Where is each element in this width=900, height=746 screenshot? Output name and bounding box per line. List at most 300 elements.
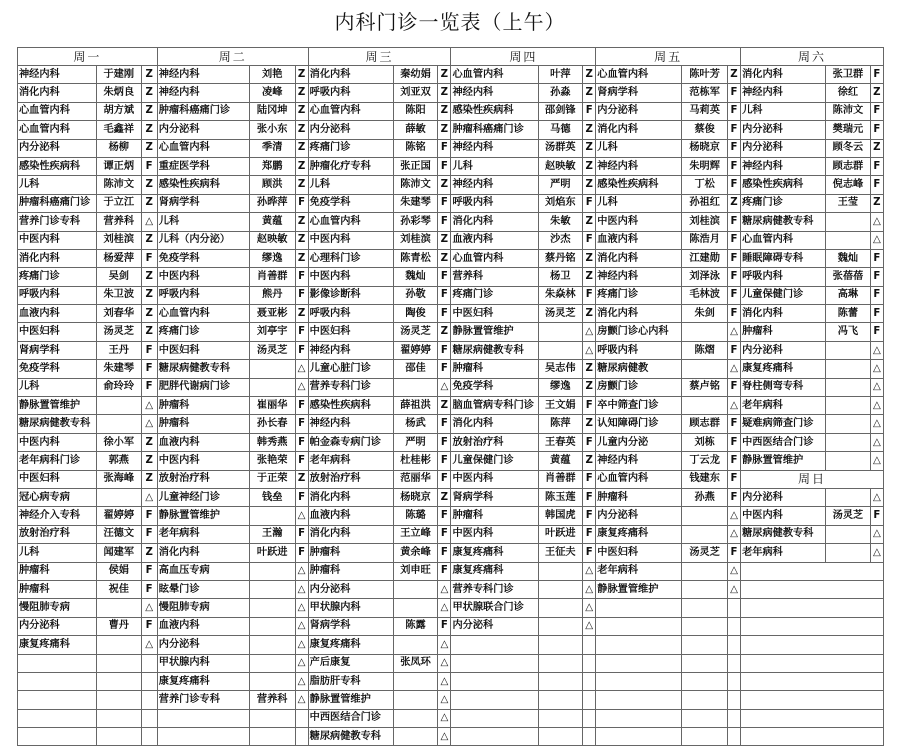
dept-cell: 营养专科门诊	[308, 378, 393, 396]
doctor-cell	[393, 691, 438, 709]
doctor-cell: 张卫群	[826, 66, 871, 84]
table-row	[18, 709, 884, 727]
doctor-cell: 陈阳	[393, 102, 438, 120]
dept-cell: 神经内科	[308, 415, 393, 433]
doctor-cell	[538, 599, 583, 617]
doctor-cell: 魏灿	[826, 249, 871, 267]
empty-cell	[741, 580, 884, 598]
dept-cell: 康复疼痛科	[308, 636, 393, 654]
table-row	[18, 672, 884, 690]
dept-cell: 心理科门诊	[308, 249, 393, 267]
doctor-cell: 顾志群	[826, 157, 871, 175]
dept-cell	[596, 672, 682, 690]
mark-cell: △	[141, 415, 157, 433]
mark-cell: F	[141, 360, 157, 378]
doctor-cell	[393, 672, 438, 690]
table-row	[18, 249, 884, 267]
doctor-cell: 杨卫	[538, 268, 583, 286]
mark-cell: F	[583, 231, 596, 249]
dept-cell: 内分泌科	[596, 102, 682, 120]
mark-cell: Z	[438, 121, 451, 139]
doctor-cell: 刘亭宇	[249, 323, 295, 341]
doctor-cell: 吴剑	[97, 268, 142, 286]
mark-cell: F	[727, 231, 740, 249]
doctor-cell	[538, 709, 583, 727]
dept-cell: 消化内科	[451, 415, 538, 433]
mark-cell: F	[727, 415, 740, 433]
doctor-cell: 吴志伟	[538, 360, 583, 378]
dept-cell	[451, 691, 538, 709]
doctor-cell: 肖善群	[538, 470, 583, 488]
doctor-cell	[249, 360, 295, 378]
doctor-cell: 邵剑锋	[538, 102, 583, 120]
doctor-cell: 翟婷婷	[97, 507, 142, 525]
mark-cell: △	[870, 341, 883, 359]
dept-cell: 儿科	[18, 544, 97, 562]
table-row	[18, 231, 884, 249]
mark-cell: Z	[141, 433, 157, 451]
doctor-cell: 陈浩月	[682, 231, 728, 249]
table-row	[18, 452, 884, 470]
mark-cell: F	[583, 194, 596, 212]
mark-cell: Z	[583, 378, 596, 396]
dept-cell: 消化内科	[308, 488, 393, 506]
mark-cell: Z	[295, 249, 308, 267]
mark-cell: △	[295, 360, 308, 378]
doctor-cell: 陈青松	[393, 249, 438, 267]
dept-cell: 感染性疾病科	[18, 157, 97, 175]
dept-cell: 消化内科	[596, 305, 682, 323]
mark-cell: F	[295, 323, 308, 341]
dept-cell: 卒中筛查门诊	[596, 397, 682, 415]
doctor-cell: 徐红	[826, 84, 871, 102]
doctor-cell	[393, 378, 438, 396]
doctor-cell	[682, 636, 728, 654]
mark-cell: Z	[141, 176, 157, 194]
dept-cell: 内分泌科	[596, 507, 682, 525]
doctor-cell: 王春英	[538, 433, 583, 451]
doctor-cell: 刘申旺	[393, 562, 438, 580]
doctor-cell: 朱敏	[538, 213, 583, 231]
doctor-cell: 孙晔萍	[249, 194, 295, 212]
doctor-cell	[538, 341, 583, 359]
mark-cell: F	[141, 249, 157, 267]
doctor-cell	[538, 580, 583, 598]
mark-cell: △	[870, 433, 883, 451]
dept-cell: 肥胖代谢病门诊	[157, 378, 249, 396]
mark-cell: F	[727, 544, 740, 562]
mark-cell: △	[727, 360, 740, 378]
table-row	[18, 470, 884, 488]
dept-cell: 疼痛门诊	[157, 323, 249, 341]
mark-cell: △	[727, 323, 740, 341]
mark-cell: △	[438, 728, 451, 746]
dept-cell	[596, 728, 682, 746]
dept-cell: 血液内科	[18, 305, 97, 323]
dept-cell: 静脉置管维护	[18, 397, 97, 415]
dept-cell: 慢阻肺专病	[157, 599, 249, 617]
doctor-cell: 于立江	[97, 194, 142, 212]
mark-cell: Z	[438, 488, 451, 506]
dept-cell: 放射治疗科	[451, 433, 538, 451]
mark-cell: F	[295, 544, 308, 562]
doctor-cell: 肖善群	[249, 268, 295, 286]
dept-cell: 儿科	[308, 176, 393, 194]
mark-cell: Z	[583, 66, 596, 84]
dept-cell: 消化内科	[308, 66, 393, 84]
dept-cell: 血液内科	[451, 231, 538, 249]
doctor-cell: 黄蕴	[538, 452, 583, 470]
doctor-cell: 朱剑	[682, 305, 728, 323]
mark-cell: F	[727, 286, 740, 304]
mark-cell: F	[870, 249, 883, 267]
dept-cell: 康复疼痛科	[18, 636, 97, 654]
empty-cell	[741, 709, 884, 727]
dept-cell: 神经内科	[741, 84, 826, 102]
table-row	[18, 323, 884, 341]
dept-cell: 高血压专病	[157, 562, 249, 580]
doctor-cell: 营养科	[97, 213, 142, 231]
dept-cell: 肿瘤科	[596, 488, 682, 506]
doctor-cell: 毛鑫祥	[97, 121, 142, 139]
mark-cell	[583, 709, 596, 727]
mark-cell: △	[727, 562, 740, 580]
dept-cell: 糖尿病健教专科	[741, 525, 826, 543]
dept-cell: 中医内科	[18, 433, 97, 451]
mark-cell: Z	[295, 213, 308, 231]
dept-cell: 冠心病专病	[18, 488, 97, 506]
doctor-cell: 刘艳	[249, 66, 295, 84]
dept-cell: 免疫学科	[308, 194, 393, 212]
doctor-cell	[97, 415, 142, 433]
doctor-cell	[826, 433, 871, 451]
dept-cell: 神经内科	[451, 84, 538, 102]
doctor-cell: 崔丽华	[249, 397, 295, 415]
mark-cell: F	[727, 433, 740, 451]
doctor-cell: 丁云龙	[682, 452, 728, 470]
dept-cell: 肿瘤科	[451, 360, 538, 378]
doctor-cell	[97, 599, 142, 617]
dept-cell	[157, 728, 249, 746]
mark-cell: △	[438, 654, 451, 672]
mark-cell: F	[727, 84, 740, 102]
doctor-cell: 孙敬	[393, 286, 438, 304]
doctor-cell: 朱炳良	[97, 84, 142, 102]
dept-cell: 静脉置管维护	[308, 691, 393, 709]
doctor-cell: 丁松	[682, 176, 728, 194]
dept-cell: 肾病学科	[596, 84, 682, 102]
table-row	[18, 654, 884, 672]
mark-cell: △	[727, 397, 740, 415]
doctor-cell: 张艳荣	[249, 452, 295, 470]
dept-cell: 中医内科	[451, 525, 538, 543]
dept-cell: 帕金森专病门诊	[308, 433, 393, 451]
doctor-cell	[682, 654, 728, 672]
dept-cell: 呼吸内科	[451, 194, 538, 212]
dept-cell: 消化内科	[741, 66, 826, 84]
mark-cell: F	[438, 305, 451, 323]
dept-cell: 老年病科	[741, 397, 826, 415]
doctor-cell: 陈铭	[393, 139, 438, 157]
mark-cell: F	[583, 397, 596, 415]
mark-cell: △	[295, 580, 308, 598]
mark-cell: △	[583, 617, 596, 635]
mark-cell: F	[438, 268, 451, 286]
dept-cell	[596, 617, 682, 635]
mark-cell: △	[870, 231, 883, 249]
dept-cell: 内分泌科	[741, 121, 826, 139]
mark-cell: △	[438, 580, 451, 598]
schedule-table	[17, 47, 884, 746]
dept-cell: 静脉置管维护	[741, 452, 826, 470]
empty-cell	[741, 636, 884, 654]
doctor-cell: 朱焱林	[538, 286, 583, 304]
doctor-cell: 杨柳	[97, 139, 142, 157]
doctor-cell: 王瀚	[249, 525, 295, 543]
mark-cell: Z	[141, 470, 157, 488]
mark-cell: F	[583, 507, 596, 525]
doctor-cell: 陈熠	[682, 341, 728, 359]
dept-cell: 中医妇科	[596, 544, 682, 562]
dept-cell: 中医内科	[157, 452, 249, 470]
mark-cell: F	[141, 617, 157, 635]
empty-cell	[741, 617, 884, 635]
dept-cell: 神经内科	[18, 66, 97, 84]
dept-cell: 神经内科	[157, 84, 249, 102]
mark-cell: Z	[583, 452, 596, 470]
mark-cell	[295, 728, 308, 746]
dept-cell	[18, 654, 97, 672]
dept-cell: 消化内科	[18, 249, 97, 267]
doctor-cell	[249, 728, 295, 746]
doctor-cell	[826, 544, 871, 562]
dept-cell	[596, 654, 682, 672]
dept-cell: 呼吸内科	[596, 341, 682, 359]
mark-cell: Z	[141, 286, 157, 304]
doctor-cell: 秦幼娟	[393, 66, 438, 84]
mark-cell: F	[141, 341, 157, 359]
doctor-cell	[249, 654, 295, 672]
dept-cell: 消化内科	[451, 213, 538, 231]
dept-cell: 呼吸内科	[157, 286, 249, 304]
dept-cell	[596, 636, 682, 654]
mark-cell: Z	[141, 84, 157, 102]
doctor-cell: 孙彩琴	[393, 213, 438, 231]
table-row	[18, 268, 884, 286]
doctor-cell: 曹丹	[97, 617, 142, 635]
dept-cell: 脂肪肝专科	[308, 672, 393, 690]
dept-cell: 内分泌科	[741, 488, 826, 506]
mark-cell: F	[141, 507, 157, 525]
mark-cell: F	[141, 562, 157, 580]
mark-cell: F	[295, 488, 308, 506]
day-header: 周二	[157, 48, 308, 66]
mark-cell: F	[870, 268, 883, 286]
mark-cell	[141, 672, 157, 690]
dept-cell: 儿童神经门诊	[157, 488, 249, 506]
dept-cell: 肿瘤科	[18, 562, 97, 580]
mark-cell: F	[438, 617, 451, 635]
doctor-cell: 樊瑞元	[826, 121, 871, 139]
dept-cell: 房颤门诊心内科	[596, 323, 682, 341]
mark-cell: Z	[870, 139, 883, 157]
mark-cell: Z	[438, 231, 451, 249]
dept-cell: 儿科	[596, 194, 682, 212]
dept-cell: 神经内科	[451, 139, 538, 157]
dept-cell	[157, 709, 249, 727]
doctor-cell: 冯飞	[826, 323, 871, 341]
mark-cell	[141, 728, 157, 746]
table-row	[18, 415, 884, 433]
mark-cell: △	[583, 562, 596, 580]
dept-cell: 老年病科	[596, 562, 682, 580]
doctor-cell	[249, 636, 295, 654]
empty-cell	[741, 672, 884, 690]
mark-cell: F	[438, 194, 451, 212]
doctor-cell: 张海峰	[97, 470, 142, 488]
dept-cell: 肾病学科	[451, 488, 538, 506]
doctor-cell: 汤灵芝	[538, 305, 583, 323]
doctor-cell: 赵映敏	[249, 231, 295, 249]
dept-cell: 儿科	[18, 176, 97, 194]
doctor-cell	[682, 672, 728, 690]
doctor-cell: 杜桂彬	[393, 452, 438, 470]
dept-cell: 内分泌科	[308, 580, 393, 598]
mark-cell: F	[583, 286, 596, 304]
doctor-cell	[682, 691, 728, 709]
doctor-cell: 杨晓京	[393, 488, 438, 506]
mark-cell: △	[583, 599, 596, 617]
dept-cell: 感染性疾病科	[596, 176, 682, 194]
dept-cell	[596, 691, 682, 709]
doctor-cell: 刘春华	[97, 305, 142, 323]
mark-cell: Z	[141, 121, 157, 139]
doctor-cell: 王立峰	[393, 525, 438, 543]
dept-cell: 消化内科	[308, 525, 393, 543]
mark-cell: F	[295, 397, 308, 415]
mark-cell: Z	[583, 84, 596, 102]
mark-cell: △	[870, 452, 883, 470]
dept-cell: 疑难病筛查门诊	[741, 415, 826, 433]
doctor-cell	[538, 636, 583, 654]
dept-cell: 糖尿病健教专科	[157, 360, 249, 378]
dept-cell: 免疫学科	[157, 249, 249, 267]
doctor-cell: 马德	[538, 121, 583, 139]
mark-cell: △	[295, 672, 308, 690]
mark-cell: Z	[583, 213, 596, 231]
mark-cell	[295, 709, 308, 727]
dept-cell: 肿瘤科癌痛门诊	[157, 102, 249, 120]
dept-cell: 儿童心脏门诊	[308, 360, 393, 378]
mark-cell: △	[295, 507, 308, 525]
doctor-cell: 范丽华	[393, 470, 438, 488]
doctor-cell	[249, 617, 295, 635]
dept-cell: 肾病学科	[308, 617, 393, 635]
doctor-cell: 江建勋	[682, 249, 728, 267]
doctor-cell	[826, 415, 871, 433]
doctor-cell: 刘亚双	[393, 84, 438, 102]
doctor-cell	[249, 599, 295, 617]
doctor-cell: 胡方斌	[97, 102, 142, 120]
mark-cell: F	[727, 213, 740, 231]
doctor-cell: 汤群英	[538, 139, 583, 157]
dept-cell: 心血管内科	[308, 213, 393, 231]
doctor-cell: 薛敏	[393, 121, 438, 139]
mark-cell: F	[727, 341, 740, 359]
table-row	[18, 580, 884, 598]
doctor-cell	[538, 323, 583, 341]
mark-cell: △	[295, 654, 308, 672]
doctor-cell: 沙杰	[538, 231, 583, 249]
doctor-cell	[249, 709, 295, 727]
dept-cell: 中医妇科	[18, 323, 97, 341]
doctor-cell: 叶萍	[538, 66, 583, 84]
doctor-cell: 蔡丹铭	[538, 249, 583, 267]
dept-cell: 放射治疗科	[18, 525, 97, 543]
dept-cell: 脑血管病专科门诊	[451, 397, 538, 415]
dept-cell: 肿瘤科	[741, 323, 826, 341]
dept-cell: 眩晕门诊	[157, 580, 249, 598]
mark-cell: Z	[583, 268, 596, 286]
dept-cell: 静脉置管维护	[157, 507, 249, 525]
doctor-cell: 刘焰东	[538, 194, 583, 212]
doctor-cell: 蔡卢铭	[682, 378, 728, 396]
table-row	[18, 636, 884, 654]
mark-cell: F	[438, 157, 451, 175]
doctor-cell: 朱卫波	[97, 286, 142, 304]
doctor-cell: 祝佳	[97, 580, 142, 598]
dept-cell: 神经内科	[596, 157, 682, 175]
dept-cell: 呼吸内科	[741, 268, 826, 286]
doctor-cell	[538, 617, 583, 635]
dept-cell: 感染性疾病科	[451, 102, 538, 120]
doctor-cell: 马莉英	[682, 102, 728, 120]
doctor-cell	[826, 360, 871, 378]
doctor-cell: 朱明辉	[682, 157, 728, 175]
dept-cell: 康复疼痛科	[741, 360, 826, 378]
dept-cell: 中医内科	[157, 268, 249, 286]
table-row	[18, 397, 884, 415]
mark-cell	[727, 599, 740, 617]
doctor-cell: 钱垒	[249, 488, 295, 506]
dept-cell: 静脉置管维护	[451, 323, 538, 341]
dept-cell: 血液内科	[308, 507, 393, 525]
doctor-cell: 俞玲玲	[97, 378, 142, 396]
mark-cell: Z	[870, 84, 883, 102]
mark-cell: △	[870, 378, 883, 396]
dept-cell: 内分泌科	[18, 139, 97, 157]
mark-cell: Z	[295, 102, 308, 120]
mark-cell: F	[870, 102, 883, 120]
doctor-cell: 陆冈坤	[249, 102, 295, 120]
dept-cell: 神经介入专科	[18, 507, 97, 525]
doctor-cell: 汤灵芝	[393, 323, 438, 341]
dept-cell: 儿科（内分泌）	[157, 231, 249, 249]
mark-cell: △	[141, 636, 157, 654]
dept-cell: 神经内科	[596, 268, 682, 286]
doctor-cell: 高琳	[826, 286, 871, 304]
mark-cell: F	[727, 268, 740, 286]
mark-cell	[727, 672, 740, 690]
mark-cell	[727, 617, 740, 635]
dept-cell	[18, 672, 97, 690]
doctor-cell: 朱建琴	[97, 360, 142, 378]
mark-cell: F	[295, 194, 308, 212]
doctor-cell: 陈蕾	[826, 305, 871, 323]
doctor-cell: 严明	[393, 433, 438, 451]
doctor-cell	[826, 525, 871, 543]
mark-cell: F	[727, 157, 740, 175]
